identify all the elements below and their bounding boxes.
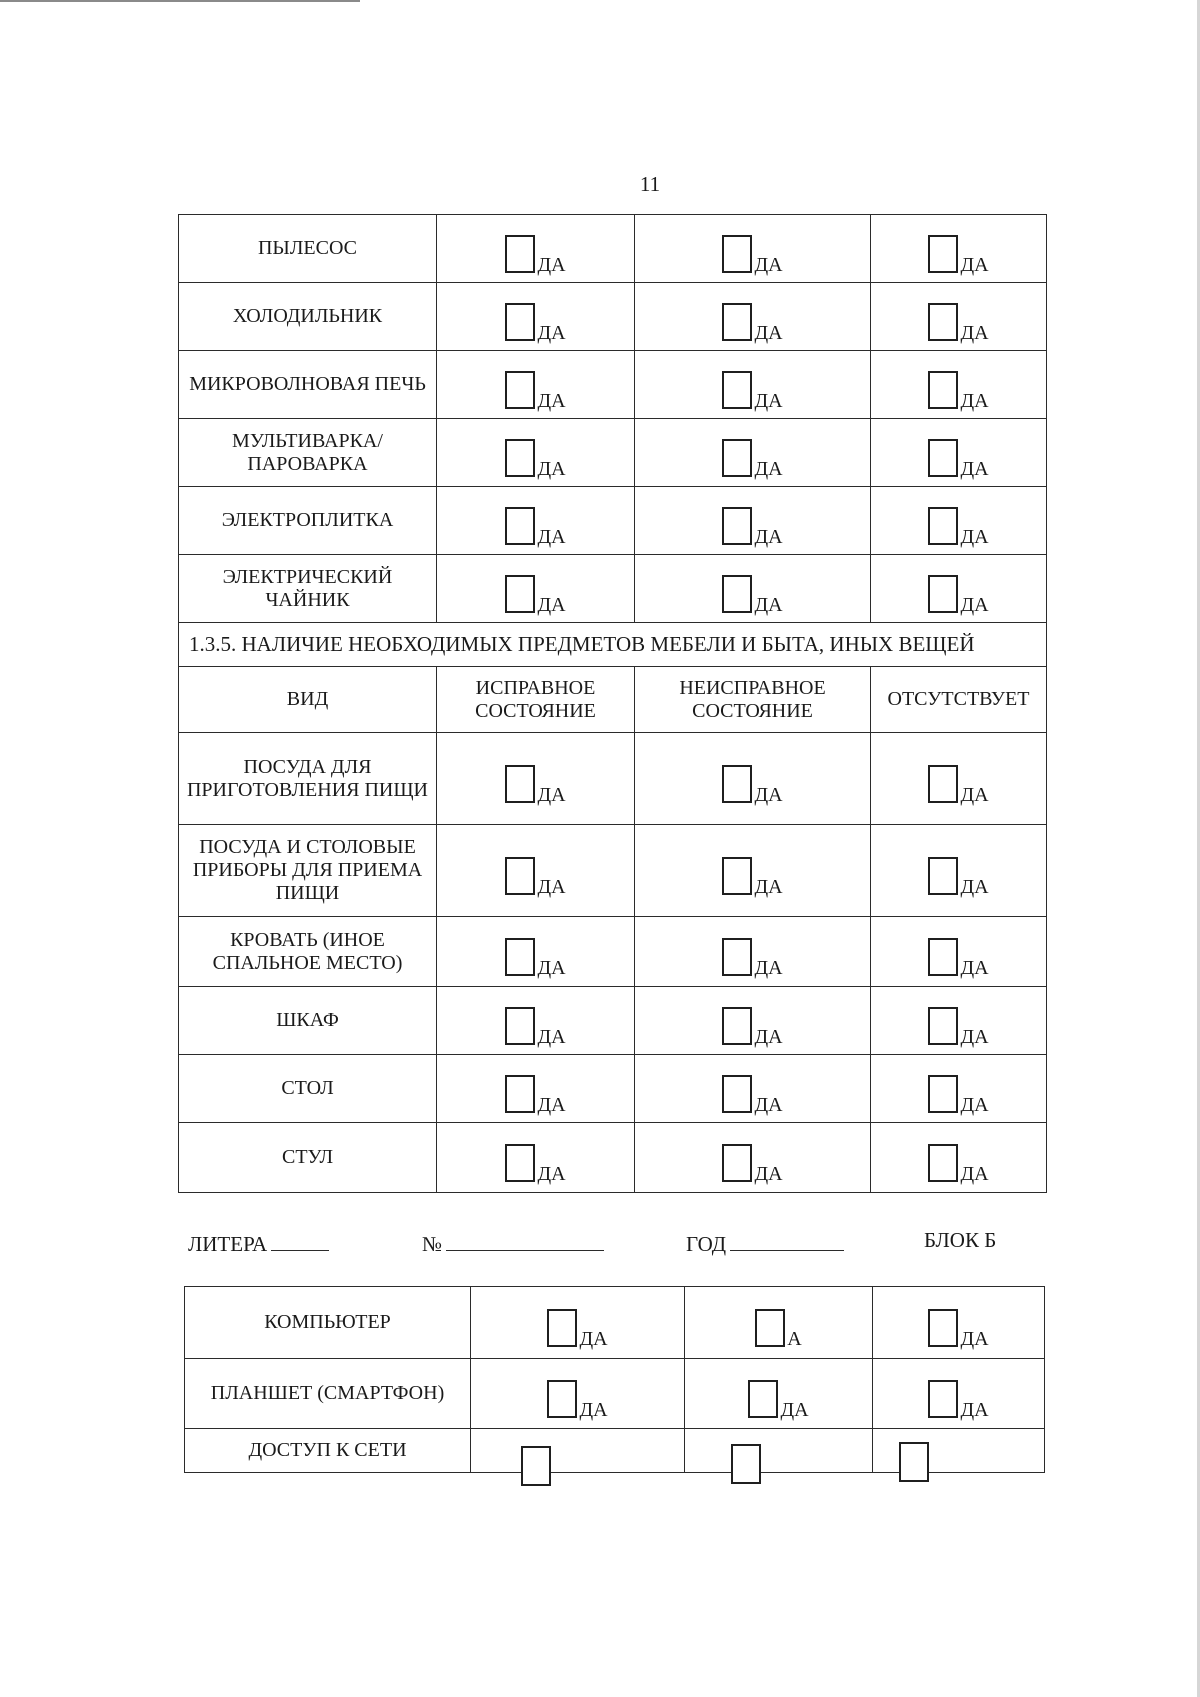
item-label: ШКАФ xyxy=(179,987,437,1055)
checkbox-label: ДА xyxy=(754,1162,783,1185)
checkbox-box[interactable] xyxy=(722,371,752,409)
checkbox-yes[interactable] xyxy=(928,1309,989,1350)
checkbox-label: ДА xyxy=(960,783,989,806)
checkbox-box[interactable] xyxy=(722,439,752,477)
checkbox-label: ДА xyxy=(537,1025,566,1048)
checkbox-yes[interactable] xyxy=(722,1144,783,1185)
checkbox-yes[interactable] xyxy=(928,857,989,898)
item-label: МИКРОВОЛНОВАЯ ПЕЧЬ xyxy=(179,351,437,419)
checkbox-label: ДА xyxy=(579,1398,608,1421)
checkbox-label: ДА xyxy=(537,875,566,898)
checkbox-box[interactable] xyxy=(505,857,535,895)
checkbox-yes[interactable] xyxy=(547,1309,608,1350)
checkbox-yes[interactable] xyxy=(755,1309,802,1350)
checkbox-box[interactable] xyxy=(722,303,752,341)
checkbox-yes[interactable] xyxy=(928,1380,989,1421)
checkbox-label: ДА xyxy=(537,593,566,616)
item-label: ХОЛОДИЛЬНИК xyxy=(179,283,437,351)
table-row xyxy=(179,987,1047,1055)
checkbox-box[interactable] xyxy=(928,857,958,895)
year-label: ГОД xyxy=(686,1232,727,1256)
checkbox-yes[interactable] xyxy=(505,507,566,548)
checkbox-box[interactable] xyxy=(928,371,958,409)
item-label: ПОСУДА ДЛЯ ПРИГОТОВЛЕНИЯ ПИЩИ xyxy=(179,733,437,825)
checkbox-yes[interactable] xyxy=(928,439,989,480)
checkbox-box[interactable] xyxy=(505,1075,535,1113)
item-label: ПЛАНШЕТ (СМАРТФОН) xyxy=(185,1359,471,1429)
checkbox-box[interactable] xyxy=(722,575,752,613)
header-kind: ВИД xyxy=(179,667,437,733)
checkbox-box[interactable] xyxy=(505,1144,535,1182)
checkbox-box[interactable] xyxy=(505,235,535,273)
checkbox-yes[interactable] xyxy=(505,235,566,276)
checkbox-box[interactable] xyxy=(722,1075,752,1113)
checkbox-box[interactable] xyxy=(928,303,958,341)
item-label: МУЛЬТИВАРКА/ ПАРОВАРКА xyxy=(179,419,437,487)
checkbox-yes[interactable] xyxy=(505,1075,566,1116)
checkbox-label: ДА xyxy=(754,525,783,548)
checkbox-yes[interactable] xyxy=(722,765,783,806)
checkbox-yes[interactable] xyxy=(505,1007,566,1048)
checkbox-label: ДА xyxy=(960,1398,989,1421)
number-field[interactable] xyxy=(422,1232,604,1257)
checkbox-yes[interactable] xyxy=(928,1075,989,1116)
checkbox-box[interactable] xyxy=(722,235,752,273)
litera-field[interactable] xyxy=(188,1232,329,1257)
header-missing: ОТСУТСТВУЕТ xyxy=(871,667,1047,733)
checkbox-yes[interactable] xyxy=(722,857,783,898)
network-access-checkbox[interactable] xyxy=(521,1446,551,1486)
header-broken: НЕИСПРАВНОЕ СОСТОЯНИЕ xyxy=(635,667,871,733)
checkbox-label: ДА xyxy=(537,783,566,806)
checkbox-yes[interactable] xyxy=(928,235,989,276)
checkbox-yes[interactable] xyxy=(928,371,989,412)
table-row xyxy=(179,733,1047,825)
block-label: БЛОК Б xyxy=(924,1228,997,1252)
checkbox-yes[interactable] xyxy=(505,371,566,412)
scan-edge-top xyxy=(0,0,360,2)
checkbox-yes[interactable] xyxy=(505,575,566,616)
header-working: ИСПРАВНОЕ СОСТОЯНИЕ xyxy=(437,667,635,733)
item-label: ЭЛЕКТРИЧЕСКИЙ ЧАЙНИК xyxy=(179,555,437,623)
year-blank[interactable] xyxy=(730,1232,844,1251)
year-field[interactable] xyxy=(686,1232,844,1257)
checkbox-label: ДА xyxy=(537,956,566,979)
checkbox-box[interactable] xyxy=(755,1309,785,1347)
checkbox-yes[interactable] xyxy=(748,1380,809,1421)
checkbox-box[interactable] xyxy=(928,507,958,545)
checkbox-box[interactable] xyxy=(722,507,752,545)
section-title: 1.3.5. НАЛИЧИЕ НЕОБХОДИМЫХ ПРЕДМЕТОВ МЕБЕЛИ И БЫТА, ИНЫХ ВЕЩЕЙ xyxy=(179,623,1047,667)
item-label: КРОВАТЬ (ИНОЕ СПАЛЬНОЕ МЕСТО) xyxy=(179,917,437,987)
checkbox-yes[interactable] xyxy=(722,371,783,412)
checkbox-box[interactable] xyxy=(928,235,958,273)
checkbox-label: ДА xyxy=(960,956,989,979)
checkbox-yes[interactable] xyxy=(928,765,989,806)
checkbox-box[interactable] xyxy=(928,1309,958,1347)
page-number: 11 xyxy=(639,172,661,196)
checkbox-label: ДА xyxy=(960,321,989,344)
table-row xyxy=(179,917,1047,987)
household-items-table xyxy=(178,214,1047,1193)
table-row xyxy=(185,1287,1045,1359)
checkbox-label: ДА xyxy=(960,1162,989,1185)
checkbox-yes[interactable] xyxy=(505,857,566,898)
checkbox-label: ДА xyxy=(960,1025,989,1048)
checkbox-label: ДА xyxy=(754,253,783,276)
checkbox-box[interactable] xyxy=(928,1075,958,1113)
checkbox-label: ДА xyxy=(537,1093,566,1116)
checkbox-label: ДА xyxy=(754,1025,783,1048)
checkbox-label: ДА xyxy=(579,1327,608,1350)
checkbox-label: ДА xyxy=(754,1093,783,1116)
checkbox-box[interactable] xyxy=(928,439,958,477)
checkbox-label: ДА xyxy=(754,875,783,898)
checkbox-label: ДА xyxy=(537,253,566,276)
checkbox-label: ДА xyxy=(537,389,566,412)
checkbox-yes[interactable] xyxy=(505,439,566,480)
checkbox-box[interactable] xyxy=(928,765,958,803)
checkbox-box[interactable] xyxy=(722,1007,752,1045)
item-label: СТУЛ xyxy=(179,1123,437,1193)
table-row xyxy=(179,283,1047,351)
checkbox-box[interactable] xyxy=(547,1380,577,1418)
checkbox-label: ДА xyxy=(754,321,783,344)
checkbox-label: ДА xyxy=(960,593,989,616)
checkbox-label: ДА xyxy=(960,875,989,898)
checkbox-label: ДА xyxy=(537,321,566,344)
table-row xyxy=(179,351,1047,419)
header-row xyxy=(179,667,1047,733)
checkbox-yes[interactable] xyxy=(505,303,566,344)
checkbox-box[interactable] xyxy=(928,1144,958,1182)
checkbox-yes[interactable] xyxy=(722,439,783,480)
checkbox-label: ДА xyxy=(960,457,989,480)
checkbox-label: ДА xyxy=(754,956,783,979)
checkbox-yes[interactable] xyxy=(722,507,783,548)
item-label: СТОЛ xyxy=(179,1055,437,1123)
checkbox-box[interactable] xyxy=(722,765,752,803)
checkbox-label: ДА xyxy=(754,593,783,616)
checkbox-label: ДА xyxy=(780,1398,809,1421)
checkbox-box[interactable] xyxy=(505,371,535,409)
checkbox-box[interactable] xyxy=(748,1380,778,1418)
table-row xyxy=(179,487,1047,555)
checkbox-yes[interactable] xyxy=(722,235,783,276)
table-row xyxy=(179,1123,1047,1193)
checkbox-box[interactable] xyxy=(505,575,535,613)
table-row xyxy=(185,1359,1045,1429)
checkbox-yes[interactable] xyxy=(928,938,989,979)
checkbox-label: ДА xyxy=(960,253,989,276)
checkbox-yes[interactable] xyxy=(722,938,783,979)
number-label: № xyxy=(422,1232,443,1256)
item-label: ДОСТУП К СЕТИ xyxy=(185,1429,471,1473)
network-access-checkbox[interactable] xyxy=(731,1444,761,1484)
checkbox-yes[interactable] xyxy=(928,1007,989,1048)
checkbox-label: ДА xyxy=(754,457,783,480)
checkbox-label: ДА xyxy=(960,389,989,412)
checkbox-yes[interactable] xyxy=(722,1007,783,1048)
checkbox-box[interactable] xyxy=(505,303,535,341)
checkbox-box[interactable] xyxy=(928,938,958,976)
checkbox-label: ДА xyxy=(960,1327,989,1350)
checkbox-label: А xyxy=(787,1327,802,1350)
checkbox-label: ДА xyxy=(537,1162,566,1185)
checkbox-box[interactable] xyxy=(505,938,535,976)
table-row xyxy=(179,555,1047,623)
checkbox-box[interactable] xyxy=(505,439,535,477)
number-blank[interactable] xyxy=(446,1232,604,1251)
checkbox-yes[interactable] xyxy=(722,303,783,344)
checkbox-box[interactable] xyxy=(928,575,958,613)
checkbox-box[interactable] xyxy=(722,938,752,976)
table-row xyxy=(179,825,1047,917)
checkbox-box[interactable] xyxy=(928,1007,958,1045)
section-title-row xyxy=(179,623,1047,667)
checkbox-box[interactable] xyxy=(722,857,752,895)
table-row xyxy=(179,419,1047,487)
network-access-checkbox[interactable] xyxy=(899,1442,929,1482)
checkbox-yes[interactable] xyxy=(928,507,989,548)
litera-label: ЛИТЕРА xyxy=(188,1232,268,1256)
empty-cell xyxy=(685,1429,873,1473)
table-row xyxy=(179,1055,1047,1123)
item-label: ПОСУДА И СТОЛОВЫЕ ПРИБОРЫ ДЛЯ ПРИЕМА ПИЩИ xyxy=(179,825,437,917)
checkbox-label: ДА xyxy=(960,1093,989,1116)
empty-cell xyxy=(471,1429,685,1473)
checkbox-yes[interactable] xyxy=(722,575,783,616)
checkbox-box[interactable] xyxy=(547,1309,577,1347)
checkbox-yes[interactable] xyxy=(722,1075,783,1116)
checkbox-label: ДА xyxy=(754,783,783,806)
item-label: ПЫЛЕСОС xyxy=(179,215,437,283)
table-row xyxy=(179,215,1047,283)
checkbox-yes[interactable] xyxy=(547,1380,608,1421)
checkbox-box[interactable] xyxy=(928,1380,958,1418)
checkbox-label: ДА xyxy=(537,525,566,548)
checkbox-box[interactable] xyxy=(505,1007,535,1045)
checkbox-yes[interactable] xyxy=(505,765,566,806)
checkbox-yes[interactable] xyxy=(928,303,989,344)
item-label: ЭЛЕКТРОПЛИТКА xyxy=(179,487,437,555)
checkbox-label: ДА xyxy=(537,457,566,480)
checkbox-box[interactable] xyxy=(722,1144,752,1182)
litera-blank[interactable] xyxy=(271,1232,329,1251)
checkbox-yes[interactable] xyxy=(505,938,566,979)
checkbox-yes[interactable] xyxy=(928,575,989,616)
checkbox-label: ДА xyxy=(754,389,783,412)
checkbox-box[interactable] xyxy=(505,507,535,545)
checkbox-yes[interactable] xyxy=(928,1144,989,1185)
checkbox-yes[interactable] xyxy=(505,1144,566,1185)
item-label: КОМПЬЮТЕР xyxy=(185,1287,471,1359)
checkbox-label: ДА xyxy=(960,525,989,548)
checkbox-box[interactable] xyxy=(505,765,535,803)
